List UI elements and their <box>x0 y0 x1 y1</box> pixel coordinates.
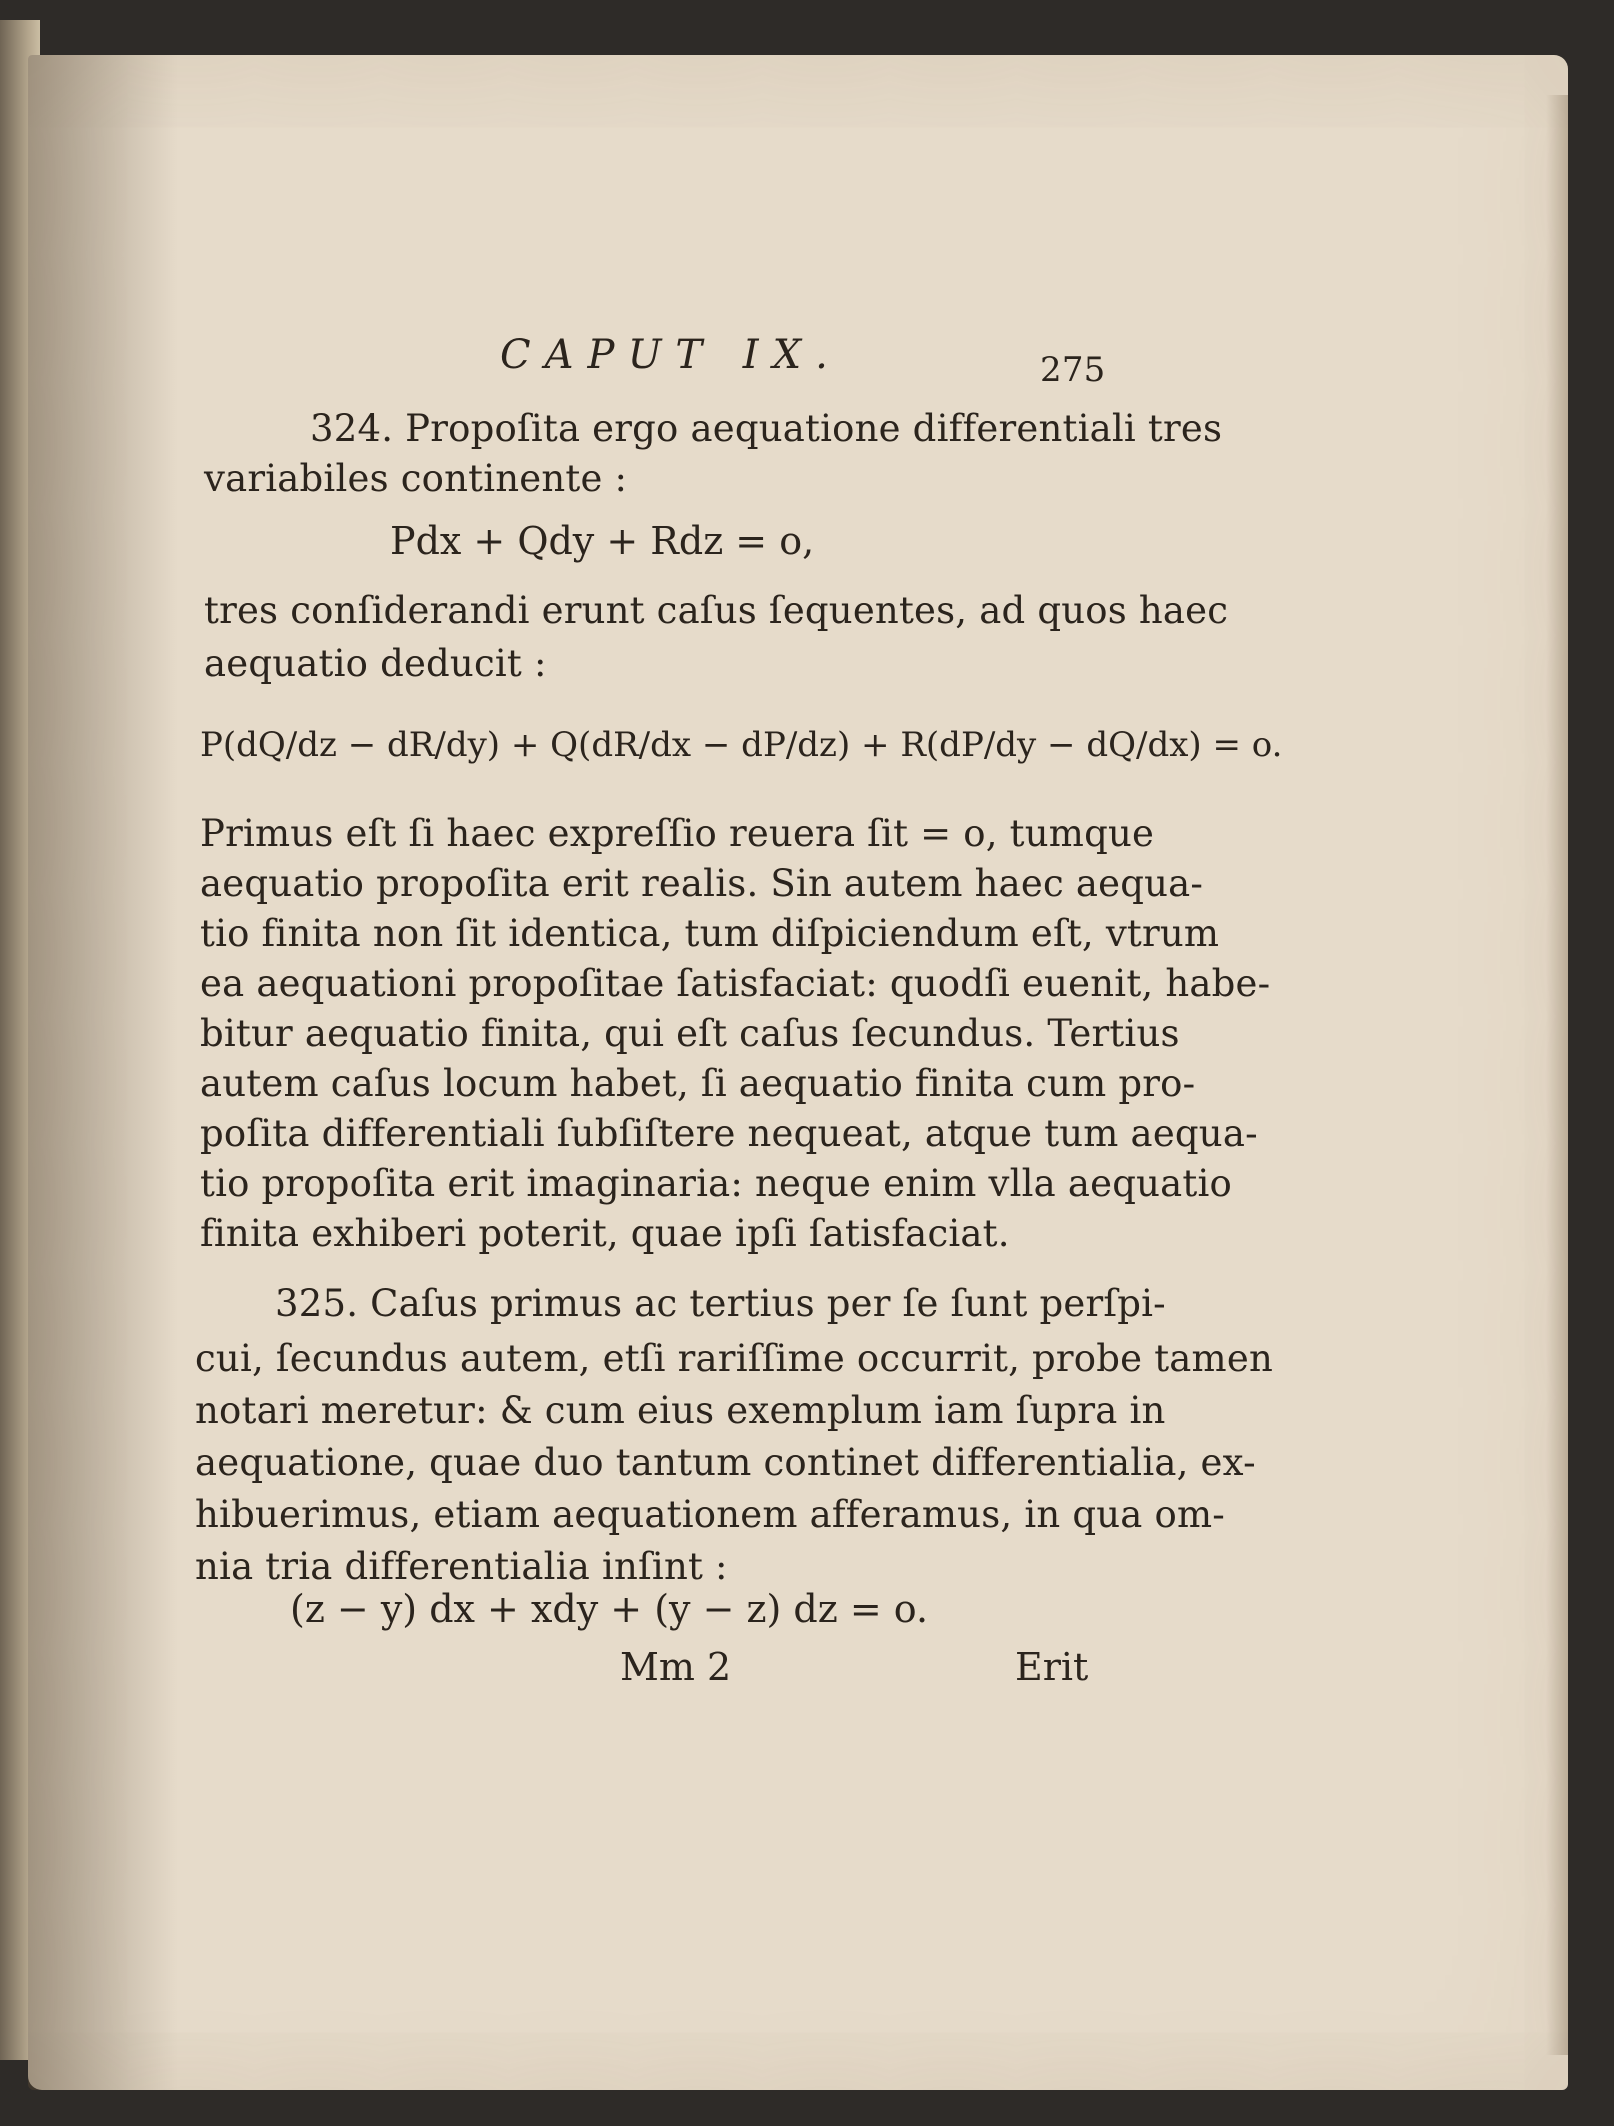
text-line: tres conſiderandi erunt caſus ſequentes, ad quos haec <box>204 589 1229 632</box>
page-gutter-shadow <box>28 55 178 2090</box>
text-line: ea aequationi propoſitae ſatisfaciat: quodſi euenit, habe- <box>200 962 1271 1005</box>
text-line: finita exhiberi poterit, quae ipſi ſatisfaciat. <box>200 1212 1010 1255</box>
text-line: tio finita non ſit identica, tum diſpiciendum eſt, vtrum <box>200 912 1220 955</box>
text-line: poſita differentiali ſubſiſtere nequeat, atque tum aequa- <box>200 1112 1258 1155</box>
page-number: 275 <box>1040 350 1106 390</box>
equation: P(dQ/dz − dR/dy) + Q(dR/dx − dP/dz) + R(dP/dy − dQ/dx) = o. <box>200 725 1283 765</box>
text-line: aequatione, quae duo tantum continet differentialia, ex- <box>195 1441 1256 1484</box>
equation: Pdx + Qdy + Rdz = o, <box>390 519 815 563</box>
text-line: hibuerimus, etiam aequationem afferamus, in qua om- <box>195 1493 1225 1536</box>
text-line: 325. Caſus primus ac tertius per ſe ſunt perſpi- <box>275 1282 1166 1325</box>
text-line: Primus eſt ſi haec expreſſio reuera ſit = o, tumque <box>200 812 1155 855</box>
text-line: notari meretur: & cum eius exemplum iam ſupra in <box>195 1389 1166 1432</box>
catchword: Erit <box>1015 1645 1089 1689</box>
text-line: variabiles continente : <box>204 457 628 500</box>
text-line: 324. Propoſita ergo aequatione differentiali tres <box>310 407 1223 450</box>
text-line: autem caſus locum habet, ſi aequatio finita cum pro- <box>200 1062 1196 1105</box>
page-edge-shadow <box>1546 95 1568 2055</box>
text-line: cui, ſecundus autem, etſi rariſſime occurrit, probe tamen <box>195 1337 1273 1380</box>
signature-mark: Mm 2 <box>620 1645 732 1689</box>
text-line: aequatio propoſita erit realis. Sin autem haec aequa- <box>200 862 1204 905</box>
equation: (z − y) dx + xdy + (y − z) dz = o. <box>290 1587 929 1631</box>
text-line: nia tria differentialia inſint : <box>195 1545 728 1588</box>
text-line: aequatio deducit : <box>204 642 547 685</box>
running-head: CAPUT IX. <box>500 332 842 378</box>
text-line: tio propoſita erit imaginaria: neque enim vlla aequatio <box>200 1162 1233 1205</box>
text-line: bitur aequatio finita, qui eſt caſus ſecundus. Tertius <box>200 1012 1180 1055</box>
